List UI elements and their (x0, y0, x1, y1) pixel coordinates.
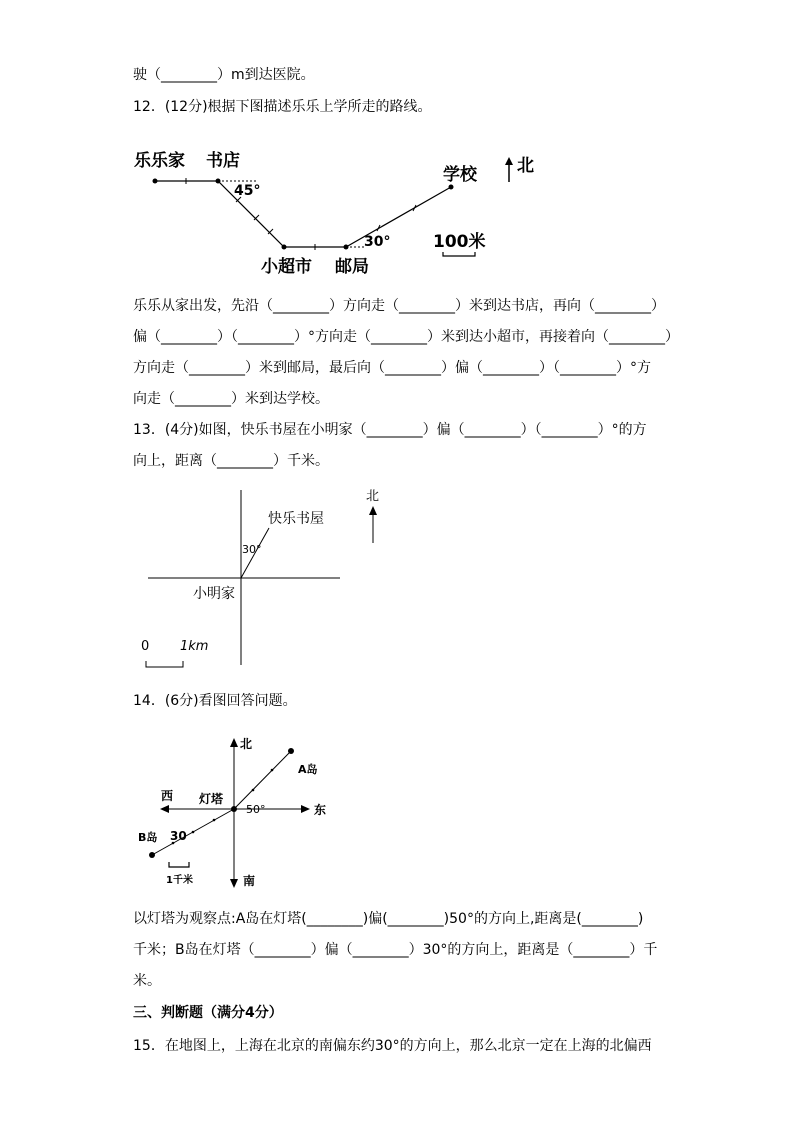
text-line-10: 以灯塔为观察点:A岛在灯塔(________)偏(________)50°的方向上,距离是(________) (133, 911, 644, 927)
arrow-west (160, 805, 169, 813)
scale-label: 1km (180, 639, 209, 654)
point-lighthouse (231, 806, 237, 812)
label-post: 邮局 (335, 257, 369, 277)
north-arrow-head (505, 157, 513, 165)
label-west: 西 (161, 789, 174, 803)
point-b (149, 852, 155, 858)
label-east: 东 (314, 803, 327, 817)
label-north: 北 (240, 737, 253, 751)
arrow-south (230, 879, 238, 888)
text-line-4: 偏（________）（________）°方向走（________）米到达小超市，再接着向（________） (133, 329, 679, 345)
question-14-title: 14．(6分)看图回答问题。 (133, 693, 297, 709)
text-line-8: 向上，距离（________）千米。 (133, 453, 329, 469)
label-south: 南 (243, 874, 256, 888)
label-angle-30: 30 (170, 829, 187, 843)
point-home (153, 179, 158, 184)
label-bookstore: 书店 (206, 151, 240, 171)
label-supermarket: 小超市 (261, 257, 312, 277)
point-supermarket (282, 245, 287, 250)
label-school: 学校 (443, 165, 477, 185)
scale-zero: 0 (141, 639, 150, 654)
label-angle-50: 50° (246, 803, 266, 816)
label-bookhouse: 快乐书屋 (268, 511, 324, 527)
compass-diagram-q14 (130, 733, 340, 893)
label-island-b: B岛 (138, 831, 158, 844)
route-diagram-q12 (130, 145, 550, 280)
scale-bar (169, 862, 189, 867)
north-arrow-head (369, 506, 377, 515)
scale-bar (146, 661, 183, 667)
label-angle-45: 45° (234, 183, 261, 199)
route-path (155, 181, 451, 247)
scale-bar (443, 252, 475, 256)
point-a (288, 748, 294, 754)
label-home: 小明家 (193, 586, 235, 602)
text-line-3: 乐乐从家出发，先沿（________）方向走（________）米到达书店，再向（________） (133, 298, 665, 314)
text-line-6: 向走（________）米到达学校。 (133, 391, 329, 407)
question-13-title: 13．(4分)如图，快乐书屋在小明家（________）偏（________）（________）°的方 (133, 422, 647, 438)
label-north: 北 (366, 489, 380, 504)
section-3-heading: 三、判断题（满分4分） (133, 1005, 283, 1021)
text-line-11: 千米；B岛在灯塔（________）偏（________）30°的方向上，距离是（________）千 (133, 942, 658, 958)
line-to-a (234, 751, 291, 809)
arrow-east (301, 805, 310, 813)
question-12-title: 12．(12分)根据下图描述乐乐上学所走的路线。 (133, 99, 432, 115)
label-angle-30: 30° (364, 234, 391, 250)
label-angle-30: 30° (242, 543, 262, 556)
label-scale: 1千米 (166, 875, 193, 886)
question-15-text: 15．在地图上，上海在北京的南偏东约30°的方向上，那么北京一定在上海的北偏西 (133, 1038, 652, 1054)
text-line-12: 米。 (133, 973, 161, 989)
label-lighthouse: 灯塔 (199, 792, 224, 806)
label-scale: 100米 (433, 232, 486, 252)
arrow-north (230, 738, 238, 747)
label-home: 乐乐家 (134, 151, 185, 171)
text-line-5: 方向走（________）米到邮局，最后向（________）偏（________）（________）°方 (133, 360, 651, 376)
label-north: 北 (517, 156, 534, 176)
label-island-a: A岛 (298, 763, 318, 776)
direction-diagram-q13 (130, 485, 390, 670)
text-line-1: 驶（________）m到达医院。 (133, 67, 315, 83)
point-school (449, 185, 454, 190)
